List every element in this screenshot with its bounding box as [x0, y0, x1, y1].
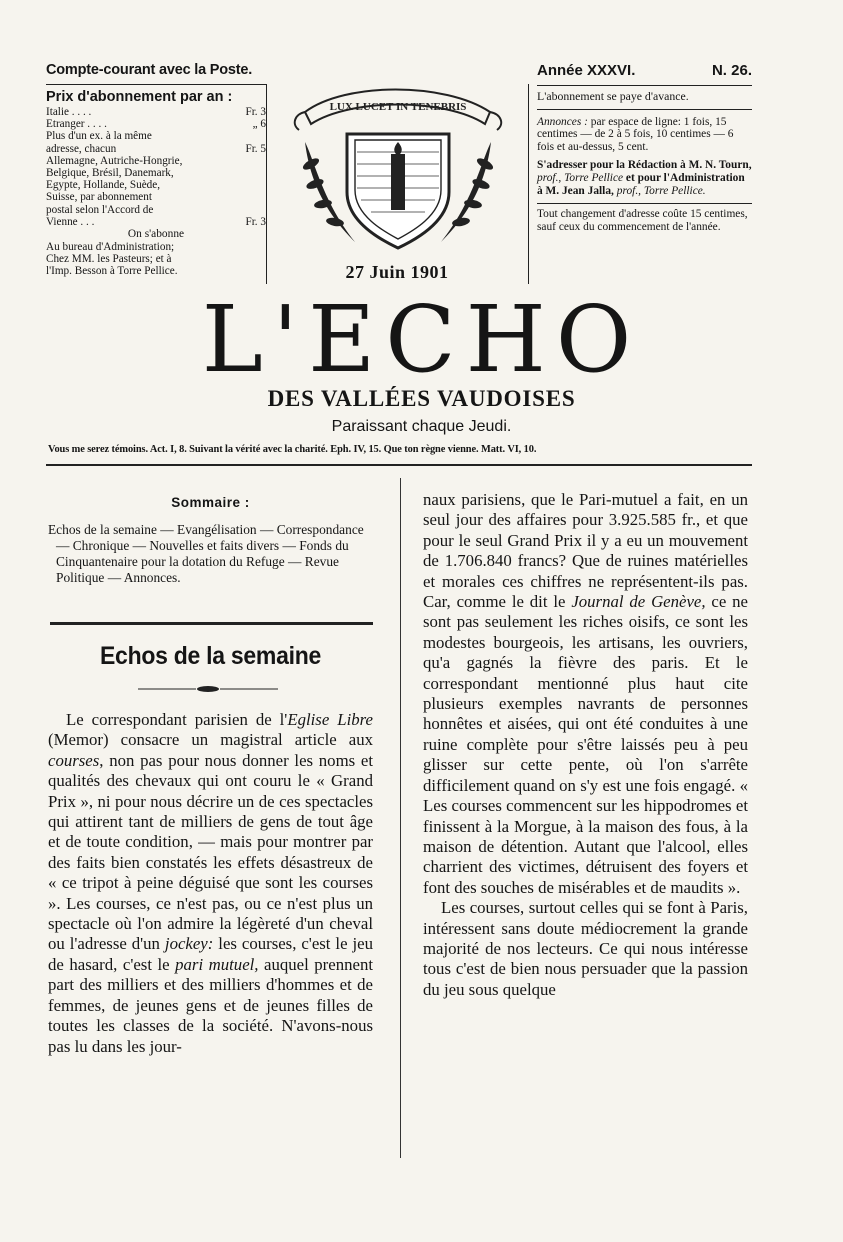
price-list: [46, 106, 266, 228]
abonne-line: l'Imp. Besson à Torre Pellice.: [46, 265, 178, 278]
header-divider-right: [528, 84, 529, 284]
sommaire-title: Sommaire :: [171, 495, 250, 510]
newspaper-title: L'ECHO: [201, 286, 642, 393]
compte-courant: Compte-courant avec la Poste.: [46, 62, 253, 78]
emblem-motto: LUX LUCET IN TENEBRIS: [329, 101, 467, 113]
annee-row: [537, 62, 752, 79]
price-row: [46, 155, 266, 167]
price-label: Egypte, Hollande, Suède,: [46, 179, 161, 192]
adresser-note: S'adresser pour la Rédaction à M. N. Tourn, prof., Torre Pellice et pour l'Administration à M. Jean Jalla, prof., Torre Pellice.: [537, 159, 752, 197]
price-value: „ 6: [252, 118, 266, 131]
price-label: Belgique, Brésil, Danemark,: [46, 167, 174, 180]
info-block: [537, 62, 752, 233]
price-row: [46, 179, 266, 191]
numero: N. 26.: [711, 62, 752, 79]
on-abonne: On s'abonne: [127, 228, 185, 241]
divider: [537, 203, 752, 204]
price-row: [46, 118, 266, 130]
price-label: Italie . . . .: [46, 106, 92, 118]
article-heading: Echos de la semaine: [99, 642, 322, 670]
section-rule: [50, 622, 373, 625]
sommaire-text: Echos de la semaine — Evangélisation — Correspondance — Chronique — Nouvelles et faits divers — Fonds du Cinquantenaire pour la dotation du Refuge — Revue Politique — Annonces.: [48, 522, 364, 585]
publication-frequency: Paraissant chaque Jeudi.: [331, 418, 512, 435]
price-label: postal selon l'Accord de: [46, 203, 154, 216]
annee-label: Année XXXVI.: [537, 62, 636, 79]
price-label: adresse, chacun: [46, 142, 117, 155]
price-row: [46, 204, 266, 216]
abonnement-title: Prix d'abonnement par an :: [46, 89, 233, 105]
price-label: Allemagne, Autriche-Hongrie,: [46, 154, 183, 167]
article-column-left: [48, 710, 373, 1057]
masthead-rule: [46, 464, 752, 466]
article-paragraph: Les courses, surtout celles qui se font à Paris, intéressent sans doute médiocrement la grande majorité de nos lecteurs. Ce qui nous intéresse tous c'est de bien nous persuader que la passion du jeu sous quelque: [423, 898, 748, 999]
emblem-seal: [285, 72, 511, 262]
price-label: Suisse, par abonnement: [46, 191, 152, 204]
subscription-block: [46, 62, 266, 278]
annonces-note: Annonces : par espace de ligne: 1 fois, 15 centimes — de 2 à 5 fois, 10 centimes — 6 fois et au-dessus, 5 cent.: [537, 115, 734, 153]
price-row: [46, 216, 266, 228]
annonces-label: Annonces :: [537, 115, 588, 128]
abonne-lines: [46, 241, 266, 278]
avance-note: L'abonnement se paye d'avance.: [537, 89, 689, 103]
abonne-line: Au bureau d'Administration;: [46, 241, 175, 254]
price-value: Fr. 3: [245, 106, 266, 118]
price-row: [46, 191, 266, 203]
divider: [537, 109, 752, 110]
article-paragraph: naux parisiens, que le Pari-mutuel a fait, en un seul jour des affaires pour 3.925.585 fr., et que pour le seul Grand Prix il y a eu un mouvement de 1.706.840 francs? Que de ruines matérielles et morales ces chiffres ne représentent-ils pas. Car, comme le dit le Journal de Genève, ce ne sont pas seulement les riches oisifs, ce sont les modestes bourgeois, les artisans, les ouvriers, qu'a gagnés la fièvre des paris. Et le correspondant mentionné plus haut cite plusieurs exemples navrants de personnes honnêtes et aisées, qui ont été conduites à une ruine complète pour s'être laissés peu à peu glisser sur cette pente, où l'on s'arrête difficilement quand on s'y est une fois engagé. « Les courses commencent sur les hippodromes et finissent à la Morgue, à la maison des fous, à la maison de détention. Autant que l'alcool, elles charrient des victimes, détruisent des foyers et font des souches de misérables et de maudits ».: [423, 490, 748, 897]
article-column-right: [423, 490, 748, 1000]
abonne-line: Chez MM. les Pasteurs; et à: [46, 253, 172, 266]
header-divider-left: [266, 84, 267, 284]
divider: [537, 85, 752, 86]
price-label: Etranger . . . .: [46, 118, 107, 131]
price-row: [46, 143, 266, 155]
masthead-motto: Vous me serez témoins. Act. I, 8. Suivant la vérité avec la charité. Eph. IV, 15. Que ton règne vienne. Matt. VI, 10.: [48, 444, 537, 455]
column-divider: [400, 478, 401, 1158]
divider: [46, 84, 266, 85]
price-value: Fr. 3: [245, 215, 266, 228]
ornament-divider: [138, 684, 278, 694]
price-label: Vienne . . .: [46, 215, 95, 228]
price-label: Plus d'un ex. à la même: [46, 130, 152, 143]
price-row: [46, 167, 266, 179]
changement-note: Tout changement d'adresse coûte 15 centimes, sauf ceux du commencement de l'année.: [537, 208, 748, 233]
article-paragraph: Le correspondant parisien de l'Eglise Libre (Memor) consacre un magistral article aux courses, non pas pour nous donner les noms et qualités des chevaux qui ont couru le « Grand Prix », ni pour nous décrire un de ces spectacles qui attirent tant de milliers de gens de tout âge et de toute condition, — mais pour montrer par des faits bien constatés les effets désastreux de « ce tripot à peine déguisé que sont les courses ». Les courses, ce n'est pas, ou ce n'est plus un spectacle où l'on admire la légèreté d'un cheval ou l'adresse d'un jockey: les courses, c'est le jeu de hasard, c'est le pari mutuel, auquel prennent part des milliers et des milliers d'hommes et de femmes, de jeunes gens et de jeunes filles de toutes les classes de la société. N'avons-nous pas lu dans les jour-: [48, 710, 373, 1056]
price-row: [46, 130, 266, 142]
price-row: [46, 106, 266, 118]
issue-date: 27 Juin 1901: [345, 262, 449, 282]
price-value: Fr. 5: [245, 142, 266, 155]
newspaper-subtitle: DES VALLÉES VAUDOISES: [267, 386, 576, 411]
